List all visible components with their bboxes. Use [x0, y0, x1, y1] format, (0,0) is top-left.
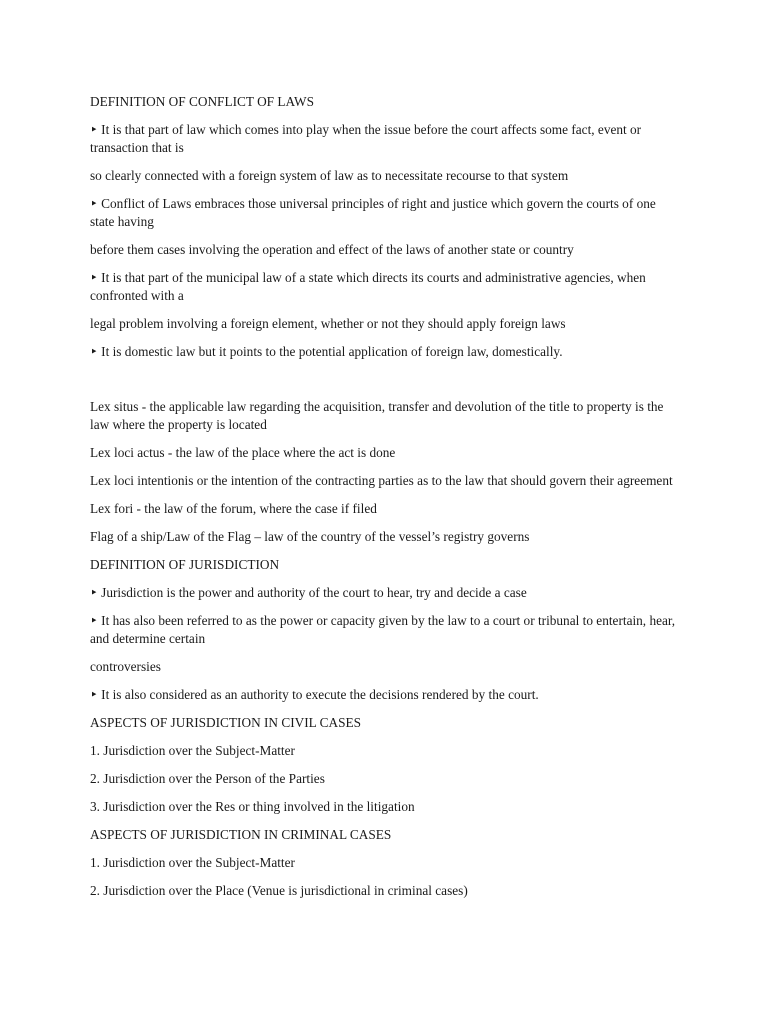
definition-law-of-the-flag: Flag of a ship/Law of the Flag – law of the country of the vessel’s registry governs: [90, 529, 530, 544]
definition-lex-loci-intentionis: Lex loci intentionis or the intention of the contracting parties as to the law that should govern their agreement: [90, 473, 673, 488]
definition-lex-fori: Lex fori - the law of the forum, where the case if filed: [90, 501, 377, 516]
heading-conflict-of-laws: DEFINITION OF CONFLICT OF LAWS: [90, 94, 315, 109]
heading-civil-cases: ASPECTS OF JURISDICTION IN CIVIL CASES: [90, 715, 362, 730]
bullet-paragraph: ‣ It is that part of law which comes into play when the issue before the court affects some fact, event or transaction that is: [90, 122, 642, 155]
list-item: 1. Jurisdiction over the Subject-Matter: [90, 855, 295, 870]
blank-line: [90, 371, 680, 398]
bullet-paragraph: ‣ It is that part of the municipal law of a state which directs its courts and administrative agencies, when confronted with a: [90, 270, 646, 303]
list-item: 2. Jurisdiction over the Person of the Parties: [90, 771, 325, 786]
paragraph: controversies: [90, 659, 161, 674]
bullet-paragraph: ‣ It has also been referred to as the power or capacity given by the law to a court or tribunal to entertain, hear, and determine certain: [90, 613, 676, 646]
document-body: [90, 93, 680, 910]
bullet-paragraph: ‣ It is also considered as an authority to execute the decisions rendered by the court.: [90, 687, 539, 702]
list-item: 1. Jurisdiction over the Subject-Matter: [90, 743, 295, 758]
heading-jurisdiction: DEFINITION OF JURISDICTION: [90, 557, 280, 572]
list-item: 2. Jurisdiction over the Place (Venue is jurisdictional in criminal cases): [90, 883, 468, 898]
definition-lex-loci-actus: Lex loci actus - the law of the place where the act is done: [90, 445, 396, 460]
paragraph: so clearly connected with a foreign system of law as to necessitate recourse to that system: [90, 168, 569, 183]
paragraph: before them cases involving the operation and effect of the laws of another state or country: [90, 242, 574, 257]
paragraph: legal problem involving a foreign element, whether or not they should apply foreign laws: [90, 316, 566, 331]
list-item: 3. Jurisdiction over the Res or thing involved in the litigation: [90, 799, 415, 814]
definition-lex-situs: Lex situs - the applicable law regarding the acquisition, transfer and devolution of the title to property is the law where the property is located: [90, 399, 664, 432]
bullet-paragraph: ‣ It is domestic law but it points to the potential application of foreign law, domestically.: [90, 344, 563, 359]
bullet-paragraph: ‣ Jurisdiction is the power and authority of the court to hear, try and decide a case: [90, 585, 527, 600]
heading-criminal-cases: ASPECTS OF JURISDICTION IN CRIMINAL CASES: [90, 827, 392, 842]
bullet-paragraph: ‣ Conflict of Laws embraces those universal principles of right and justice which govern the courts of one state having: [90, 196, 656, 229]
